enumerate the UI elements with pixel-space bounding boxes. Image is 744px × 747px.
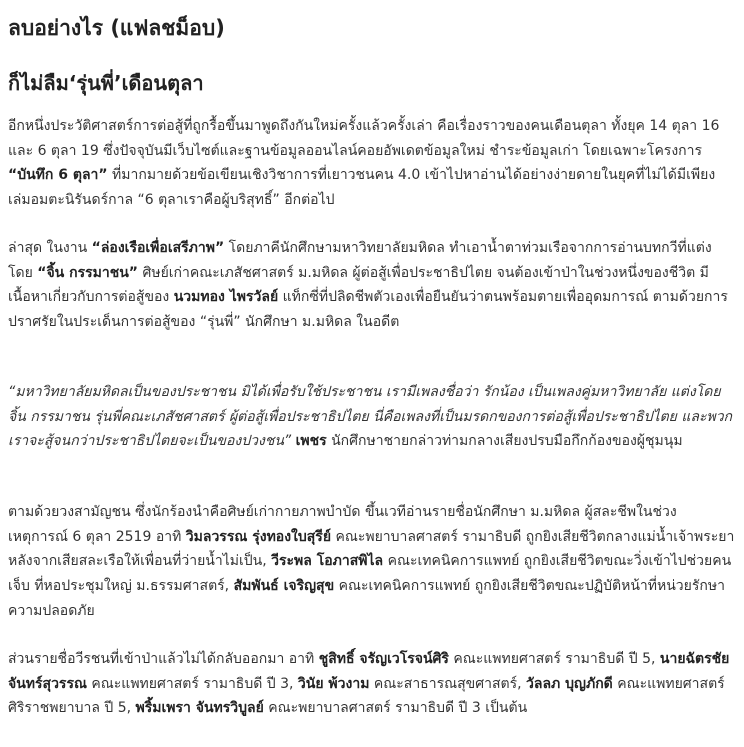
p4-bold-1: วิมลวรรณ รุ่งทองใบสุรีย์ bbox=[185, 528, 332, 545]
p5-text-1: ส่วนรายชื่อวีรชนที่เข้าป่าแล้วไม่ได้กลับออกมา อาทิ bbox=[8, 651, 319, 667]
p4-text-2: คณะพยาบาลศาสตร์ รามาธิบดี ถูกยิงเสียชีวิตกลางแม่น้ำเจ้าพระยา หลังจากเสียสละเรือให้เพื่อนที่ว่ายน้ำไม่เป็น, bbox=[8, 528, 735, 570]
p1-bold-1: “บันทึก 6 ตุลา” bbox=[8, 167, 108, 184]
p5-text-5: คณะแพทยศาสตร์ ศิริราชพยาบาล ปี 5, bbox=[8, 675, 725, 717]
p2-bold-3: นวมทอง ไพรวัลย์ bbox=[173, 289, 279, 306]
p3-bold-1: เพชร bbox=[295, 433, 327, 450]
p3-text-2: นักศึกษาชายกล่าวท่ามกลางเสียงปรบมือกึกก้องของผู้ชุมนุม bbox=[326, 433, 683, 450]
p5-bold-4: วัลลภ บุญภักดี bbox=[526, 675, 613, 692]
p2-bold-1: “ล่องเรือเพื่อเสรีภาพ” bbox=[91, 240, 225, 256]
p5-text-2: คณะแพทยศาสตร์ รามาธิบดี ปี 5, bbox=[448, 651, 660, 667]
p5-text-3: คณะแพทยศาสตร์ รามาธิบดี ปี 3, bbox=[86, 675, 298, 692]
p4-text-1: ตามด้วยวงสามัญชน ซึ่งนักร้องนำคือศิษย์เก่ากายภาพบำบัด ขึ้นเวทีอ่านรายชื่อนักศึกษา ม.มหิดล ผู้สละชีพในช่วงเหตุการณ์ 6 ตุลา 2519 อาทิ bbox=[8, 504, 677, 545]
p5-text-4: คณะสาธารณสุขศาสตร์, bbox=[369, 675, 527, 692]
p5-text-6: คณะพยาบาลศาสตร์ รามาธิบดี ปี 3 เป็นต้น bbox=[263, 700, 528, 717]
p4-bold-3: สัมพันธ์ เจริญสุข bbox=[233, 578, 335, 595]
paragraph-4 bbox=[8, 500, 736, 624]
p4-bold-2: วีระพล โอภาสพิไล bbox=[271, 553, 384, 570]
paragraph-2 bbox=[8, 236, 736, 335]
p5-bold-1: ชูสิทธิ์ จรัญเวโรจน์ศิริ bbox=[318, 651, 449, 667]
p2-text-3: ศิษย์เก่าคณะเภสัชศาสตร์ ม.มหิดล ผู้ต่อสู้เพื่อประชาธิปไตย จนต้องเข้าป่าในช่วงหนึ่งของชีวิต มีเนื้อหาเกี่ยวกับการต่อสู้ของ bbox=[8, 264, 709, 306]
paragraph-1 bbox=[8, 114, 736, 213]
paragraph-3-quote bbox=[8, 380, 736, 454]
p2-text-4: แท็กซี่ที่ปลิดชีพตัวเองเพื่อยืนยันว่าตนพร้อมตายเพื่ออุดมการณ์ ตามด้วยการปราศรัยในประเด็นการต่อสู้ของ “รุ่นพี่” นักศึกษา ม.มหิดล ในอดีต bbox=[8, 289, 728, 331]
page-title: ลบอย่างไร (แฟลชม็อบ) bbox=[8, 16, 225, 40]
p4-text-4: คณะเทคนิคการแพทย์ ถูกยิงเสียชีวิตขณะปฏิบัติหน้าที่หน่วยรักษาความปลอดภัย bbox=[8, 578, 725, 619]
p2-text-1: ล่าสุด ในงาน bbox=[8, 240, 92, 256]
p2-text-2: โดยภาคีนักศึกษามหาวิทยาลัยมหิดล ทำเอาน้ำตาท่วมเรือจากการอ่านบทกวีที่แต่งโดย bbox=[8, 240, 712, 281]
p4-text-3: คณะเทคนิคการแพทย์ ถูกยิงเสียชีวิตขณะวิ่งเข้าไปช่วยคนเจ็บ ที่หอประชุมใหญ่ ม.ธรรมศาสตร์, bbox=[8, 553, 732, 595]
paragraph-5 bbox=[8, 647, 736, 721]
p2-bold-2: “จิ้น กรรมาชน” bbox=[37, 264, 138, 281]
p5-bold-2: นายฉัตรชัย จันทร์สุวรรณ bbox=[8, 651, 730, 692]
p5-bold-3: วินัย พ้วงาม bbox=[297, 675, 370, 692]
p1-text-1: อีกหนึ่งประวัติศาสตร์การต่อสู้ที่ถูกรื้อขึ้นมาพูดถึงกันใหม่ครั้งแล้วครั้งเล่า คือเรื่องราวของคนเดือนตุลา ทั้งยุค 14 ตุลา 16 และ 6 ตุลา 19 ซึ่งปัจจุบันมีเว็บไซต์และฐานข้อมูลออนไลน์คอยอัพเดตข้อมูลใหม่ ชำระข้อมูลเก่า โดยเฉพาะโครงการ bbox=[8, 118, 720, 159]
article-title: ก็ไม่ลืม‘รุ่นพี่’เดือนตุลา bbox=[8, 71, 204, 95]
p1-text-2: ที่มากมายด้วยข้อเขียนเชิงวิชาการที่เยาวชนคน 4.0 เข้าไปหาอ่านได้อย่างง่ายดายในยุคที่ไม่ได้มีเพียงเล่มอมตะนิรันดร์กาล “6 ตุลาเราคือผู้บริสุทธิ์” อีกต่อไป bbox=[8, 167, 716, 209]
p5-bold-5: พริ้มเพรา จันทรวิบูลย์ bbox=[135, 700, 264, 717]
p3-quote: “มหาวิทยาลัยมหิดลเป็นของประชาชน มิได้เพื่อรับใช้ประชาชน เรามีเพลงชื่อว่า รักน้อง เป็นเพลงคู่มหาวิทยาลัย แต่งโดย จิ้น กรรมาชน รุ่นพี่คณะเภสัชศาสตร์ ผู้ต่อสู้เพื่อประชาธิปไตย นี่คือเพลงที่เป็นมรดกของการต่อสู้เพื่อประชาธิปไตย และพวกเราจะสู้จนกว่าประชาธิปไตยจะเป็นของปวงชน” bbox=[8, 384, 733, 450]
